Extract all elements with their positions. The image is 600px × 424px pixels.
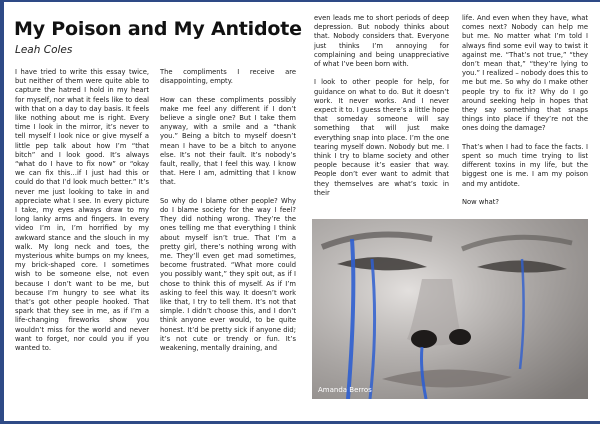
paragraph: even leads me to short periods of deep depression. But nobody thinks about that. Nobody considers that. Everyone just thinks I’m annoying for complaining and being unappreciative of what I’ve been born with.	[314, 14, 449, 69]
paragraph: I look to other people for help, for guidance on what to do. But it doesn’t work. It never works. And I never expect it to. I guess there’s a little hope that someday someone will say something that will just make everything snap into place. I’m the one tearing myself down. Nobody but me. I think I try to blame society and other people because it’s easier that way. People don’t ever want to admit that they themselves are what’s toxic in their	[314, 78, 449, 197]
paragraph: So why do I blame other people? Why do I blame society for the way I feel? They did nothing wrong. They’re the ones telling me that everything I think about myself isn’t true. That I’m a pretty girl, there’s nothing wrong with me. They’ll even get mad sometimes, become frustrated. “What more could you possibly want,” they spit out, as if I chose to think this of myself. As if I’m asking to feel this way. It doesn’t work like that, I try to tell them. It’s not that simple. I didn’t choose this, and I don’t think anyone ever would, to be quite honest. It’d be pretty sick if anyone did; it’s not cute or trendy or fun. It’s weakening, mentally draining, and	[160, 196, 296, 353]
text-column-3	[314, 14, 449, 207]
paragraph: life. And even when they have, what comes next? Nobody can help me but me. No matter what I’m told I always find some evil way to twist it against me. “That’s not true,” “they don’t mean that,” “they’re lying to you.” I realized – nobody does this to me but me. So why do I make other people try to fix it? Why do I go around seeking help in hopes that they say something that snaps things into place if they’re not the ones doing the damage?	[462, 14, 588, 133]
text-column-1	[15, 68, 149, 362]
text-column-2	[160, 68, 296, 362]
paragraph: Now what?	[462, 198, 500, 207]
article-title: My Poison and My Antidote	[14, 18, 302, 40]
photo-credit: Amanda Berros	[318, 386, 372, 394]
paragraph: The compliments I receive are disappointing, empty.	[160, 68, 296, 86]
text-column-4	[462, 14, 588, 216]
paragraph: I have tried to write this essay twice, but neither of them were quite able to capture the hatred I hold in my heart for myself, nor what it feels like to deal with that on a day to day basis. It feels like nothing about me is right. Every time I look in the mirror, it’s never to tell myself I look nice or give myself a little pep talk about how I’m “that bitch” and I look good. It’s always “what do I have to fix now” or “okay we can fix this…if I just had this or could do that I’d look much better.” It’s never me just looking to take in and appreciate what I see. In every picture I take, my eyes always draw to my long lanky arms and fingers. In every video I’m in, I’m horrified by my awkward stance and the slouch in my walk. My long neck and toes, the mysterious white bumps on my knees, my brick-shaped core. I sometimes wish to be someone else, not even because I don’t want to be me, but because I’m hungry to see what its that’s got other people hooked. That spark that they see in me, as if I’m a life-changing fireworks show you wouldn’t miss for the world and never want to forget, nor could you if you wanted to.	[15, 68, 149, 353]
face-illustration	[312, 219, 588, 399]
paragraph: How can these compliments possibly make me feel any different if I don’t believe a single one? But I take them anyway, with a smile and a “thank you.” Being a bitch to myself doesn’t mean I have to be a bitch to anyone else. It’s not their fault. It’s nobody’s fault, really, that I feel this way. I know that. Here I am, admitting that I know that.	[160, 95, 296, 187]
article-author: Leah Coles	[15, 44, 73, 56]
face-photo	[312, 219, 588, 399]
paragraph: That’s when I had to face the facts. I spent so much time trying to list different toxins in my life, but the biggest one is me. I am my poison and my antidote.	[462, 142, 588, 188]
